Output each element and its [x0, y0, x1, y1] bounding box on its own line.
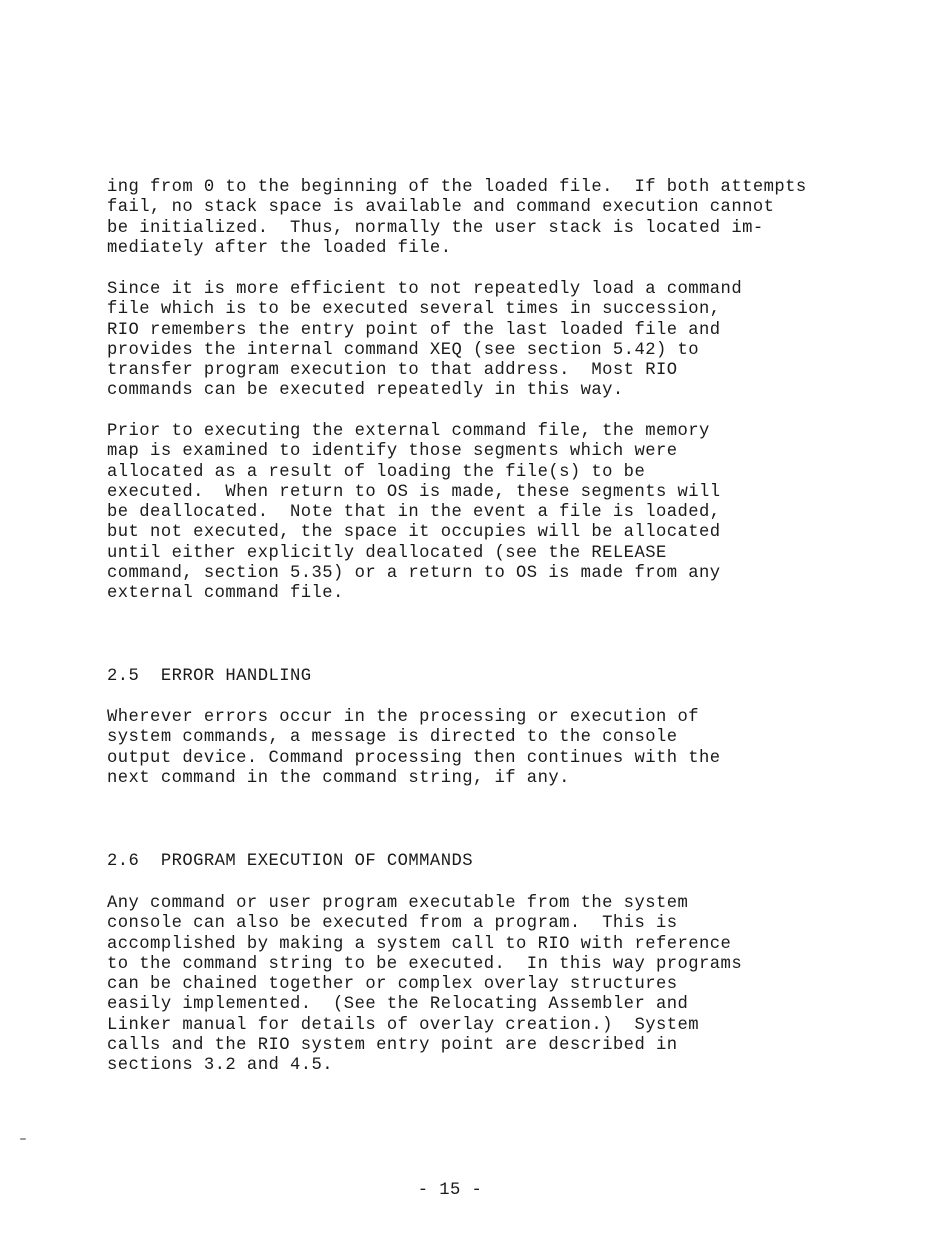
scan-speck: [20, 1138, 26, 1140]
paragraph-error-handling: Wherever errors occur in the processing or execution of system commands, a message is directed to the console output device. Command processing then continues with the next command in the command string, if any.: [107, 708, 721, 788]
paragraph-program-execution: Any command or user program executable from the system console can also be executed from a program. This is accomplished by making a system call to RIO with reference to the command string to be executed. In this way programs can be chained together or complex overlay structures easily implemented. (See the Relocating Assembler and Linker manual for details of overlay creation.) System calls and the RIO system entry point are described in sections 3.2 and 4.5.: [107, 894, 743, 1076]
paragraph-memory-map: Prior to executing the external command file, the memory map is examined to identify those segments which were allocated as a result of loading the file(s) to be executed. When return to OS is made, these segments will be deallocated. Note that in the event a file is loaded, but not executed, the space it occupies will be allocated until either explicitly deallocated (see the RELEASE command, section 5.35) or a return to OS is made from any external command file.: [107, 422, 721, 604]
paragraph-xeq-entry-point: Since it is more efficient to not repeatedly load a command file which is to be executed several times in succession, RIO remembers the entry point of the last loaded file and provides the internal command XEQ (see section 5.42) to transfer program execution to that address. Most RIO commands can be executed repeatedly in this way.: [107, 280, 743, 401]
section-heading-error-handling: 2.5 ERROR HANDLING: [107, 667, 312, 686]
page-number: - 15 -: [417, 1181, 483, 1200]
paragraph-stack-continuation: ing from 0 to the beginning of the loaded file. If both attempts fail, no stack space is available and command execution cannot be initialized. Thus, normally the user stack is located im- mediately after the loaded file.: [107, 178, 807, 258]
section-heading-program-execution: 2.6 PROGRAM EXECUTION OF COMMANDS: [107, 852, 473, 871]
